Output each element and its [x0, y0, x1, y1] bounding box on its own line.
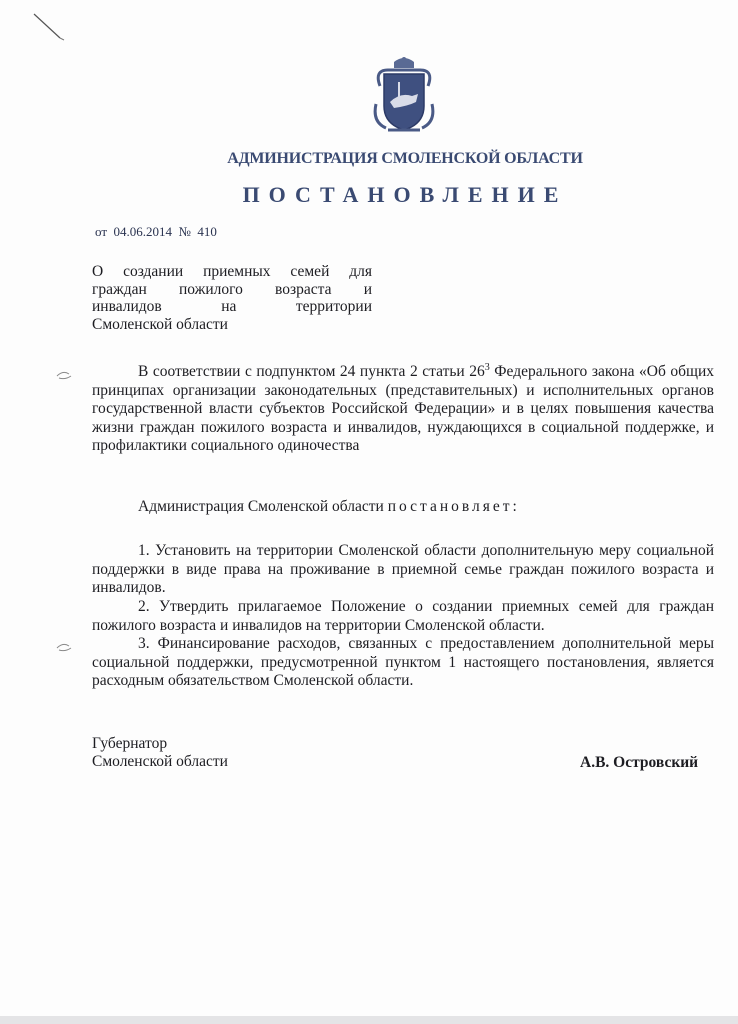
preamble-text-start: В соответствии с подпунктом 24 пункта 2 статьи 26 [138, 363, 485, 380]
subject-line: Смоленской области [92, 315, 228, 333]
signatory-name: А.В. Островский [580, 754, 699, 771]
document-date: 04.06.2014 [113, 224, 173, 239]
signatory-position: Губернатор [92, 735, 168, 752]
date-number-line [95, 224, 217, 240]
document-type-title: ПОСТАНОВЛЕНИЕ [242, 182, 568, 207]
number-sign: № [178, 224, 191, 239]
pen-stroke-mark [30, 10, 70, 44]
document-subject [92, 263, 372, 333]
decree-item [92, 635, 714, 691]
decree-item-text: 1. Установить на территории Смоленской области дополнительную меру социальной поддержки в виде права на проживание в приемной семье граждан пожилого возраста и инвалидов. [92, 542, 714, 596]
organization-title: АДМИНИСТРАЦИЯ СМОЛЕНСКОЙ ОБЛАСТИ [227, 150, 583, 167]
decree-item-text: 2. Утвердить прилагаемое Положение о создании приемных семей для граждан пожилого возраста и инвалидов на территории Смоленской области. [92, 598, 714, 634]
decree-verb: постановляет: [387, 498, 520, 515]
decree-item-text: 3. Финансирование расходов, связанных с предоставлением дополнительной меры социальной поддержки, предусмотренной пунктом 1 настоящего постановления, является расходным обязательством Смоленской области. [92, 635, 714, 689]
margin-mark-icon [55, 368, 73, 382]
decree-item [92, 542, 714, 598]
subject-line: О создании приемных семей для [92, 263, 372, 280]
decree-item [92, 598, 714, 635]
preamble-text-rest: Федерального закона «Об общих принципах организации законодательных (представительных) и исполнительных органов государственной власти субъектов Российской Федерации» и в целях повышения качества жизни граждан пожилого возраста и инвалидов, нуждающихся в социальной поддержке, и профилактики социального одиночества [92, 363, 715, 454]
signatory-title [92, 735, 228, 771]
subject-line: инвалидов на территории [92, 298, 372, 315]
signatory-region: Смоленской области [92, 753, 228, 770]
date-prefix: от [95, 224, 108, 239]
coat-of-arms-icon [368, 56, 440, 136]
superscript: 3 [484, 361, 490, 373]
subject-line: граждан пожилого возраста и [92, 280, 372, 298]
scan-bottom-edge [0, 1016, 738, 1024]
preamble-paragraph [92, 363, 714, 456]
document-number: 410 [197, 224, 217, 239]
margin-mark-icon [55, 640, 73, 654]
decree-subject: Администрация Смоленской области [138, 498, 384, 515]
decree-line [138, 498, 520, 516]
